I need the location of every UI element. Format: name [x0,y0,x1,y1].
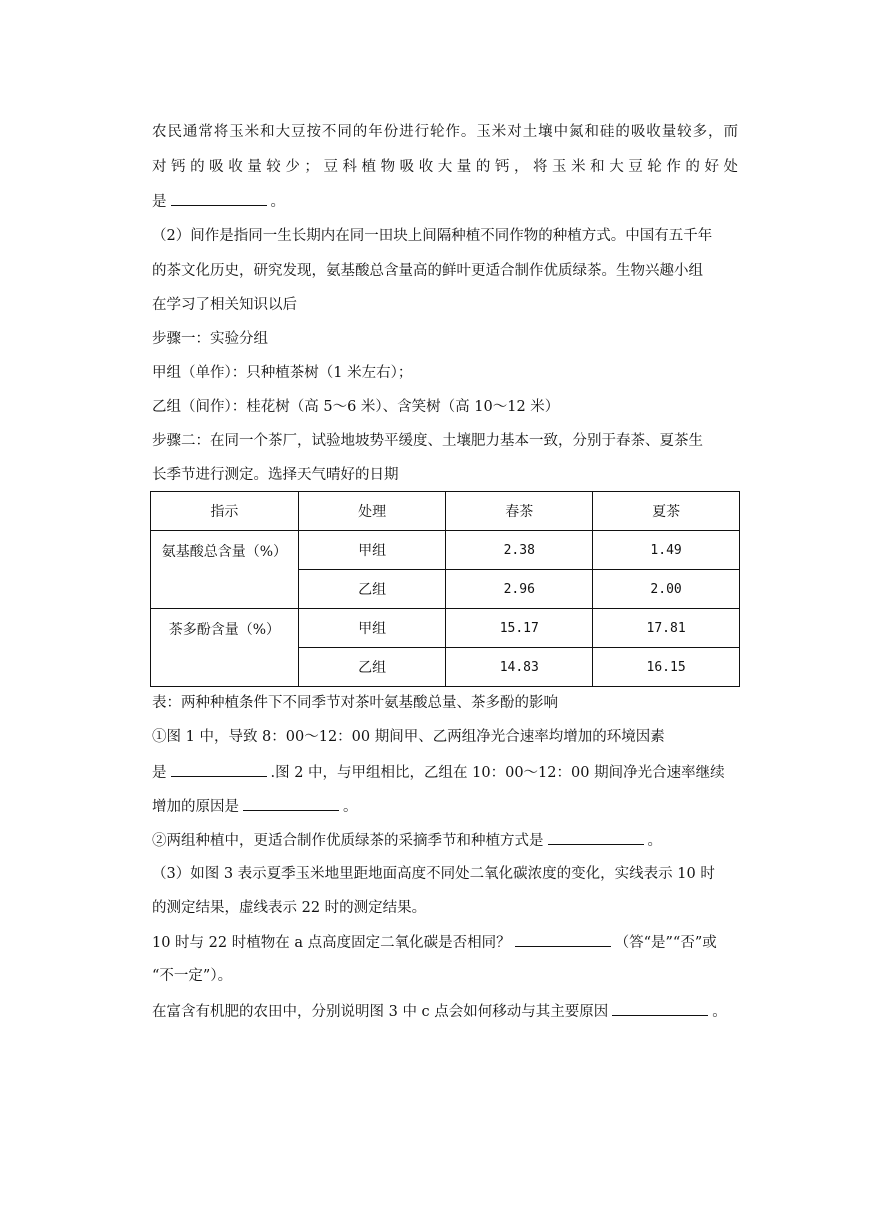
table-cell: 14.83 [446,648,593,687]
table-cell: 2.38 [446,531,593,570]
line-text: 是 [152,765,167,781]
question-line: （3）如图 3 表示夏季玉米地里距地面高度不同处二氧化碳浓度的变化，实线表示 10 时 [152,866,715,882]
table-cell: 15.17 [446,609,593,648]
answer-line [152,932,738,953]
table-cell: 16.15 [593,648,740,687]
answer-line [152,191,738,212]
paragraph-line: 步骤二：在同一个茶厂，试验地坡势平缓度、土壤肥力基本一致，分别于春茶、夏茶生 [152,433,703,449]
table-cell: 2.00 [593,570,740,609]
table-cell: 17.81 [593,609,740,648]
line-text: 。 [343,799,358,815]
paragraph-line: 农民通常将玉米和大豆按不同的年份进行轮作。玉米对土壤中氮和硅的吸收量较多，而 [152,124,738,140]
table-cell: 乙组 [298,648,446,687]
paragraph-line: 乙组（间作）：桂花树（高 5～6 米）、含笑树（高 10～12 米） [152,399,560,415]
table-header: 夏茶 [593,492,740,531]
paragraph-line: 的茶文化历史，研究发现，氨基酸总含量高的鲜叶更适合制作优质绿茶。生物兴趣小组 [152,263,703,279]
answer-blank[interactable] [548,830,644,845]
line-text: （答“是”“否”或 [614,935,717,951]
table-caption: 表：两种种植条件下不同季节对茶叶氨基酸总量、茶多酚的影响 [152,695,558,711]
paragraph-line: 对钙的吸收量较少；豆科植物吸收大量的钙，将玉米和大豆轮作的好处 [152,159,738,175]
paragraph-line: 在学习了相关知识以后 [152,297,297,313]
line-text: ②两组种植中，更适合制作优质绿茶的采摘季节和种植方式是 [152,833,544,849]
table-header: 春茶 [446,492,593,531]
paragraph-line: 步骤一：实验分组 [152,331,268,347]
table-cell: 甲组 [298,609,446,648]
line-text: 10 时与 22 时植物在 a 点高度固定二氧化碳是否相同？ [152,935,511,951]
answer-line [152,796,738,817]
table-header: 指示 [151,492,299,531]
answer-blank[interactable] [515,932,611,947]
table-row [151,609,740,648]
line-text: 。 [647,833,662,849]
answer-line [152,830,738,851]
table-header-row [151,492,740,531]
table-cell: 1.49 [593,531,740,570]
line-text: 是 [152,194,167,210]
data-table [150,491,740,687]
line-text: 。 [712,1004,727,1020]
line-text: 增加的原因是 [152,799,239,815]
table-row [151,531,740,570]
paragraph-line: （2）间作是指同一生长期内在同一田块上间隔种植不同作物的种植方式。中国有五千年 [152,228,713,244]
table-cell: 2.96 [446,570,593,609]
table-cell: 甲组 [298,531,446,570]
answer-blank[interactable] [171,762,267,777]
line-text: 。 [270,194,285,210]
answer-blank[interactable] [171,191,267,206]
line-text: .图 2 中，与甲组相比，乙组在 10：00～12：00 期间净光合速率继续 [270,765,725,781]
paragraph-line: 甲组（单作）：只种植茶树（1 米左右）； [152,365,413,381]
table-header: 处理 [298,492,446,531]
paragraph-line: 长季节进行测定。选择天气晴好的日期 [152,467,399,483]
row-group-label: 茶多酚含量（%） [151,609,299,687]
answer-line [152,762,738,783]
answer-blank[interactable] [243,796,339,811]
answer-line [152,1001,738,1022]
answer-blank[interactable] [612,1001,708,1016]
row-group-label: 氨基酸总含量（%） [151,531,299,609]
question-line: 的测定结果，虚线表示 22 时的测定结果。 [152,900,427,916]
question-line: “不一定”）。 [152,968,233,984]
question-line: ①图 1 中，导致 8：00～12：00 期间甲、乙两组净光合速率均增加的环境因素 [152,729,665,745]
table-cell: 乙组 [298,570,446,609]
line-text: 在富含有机肥的农田中，分别说明图 3 中 c 点会如何移动与其主要原因 [152,1004,609,1020]
